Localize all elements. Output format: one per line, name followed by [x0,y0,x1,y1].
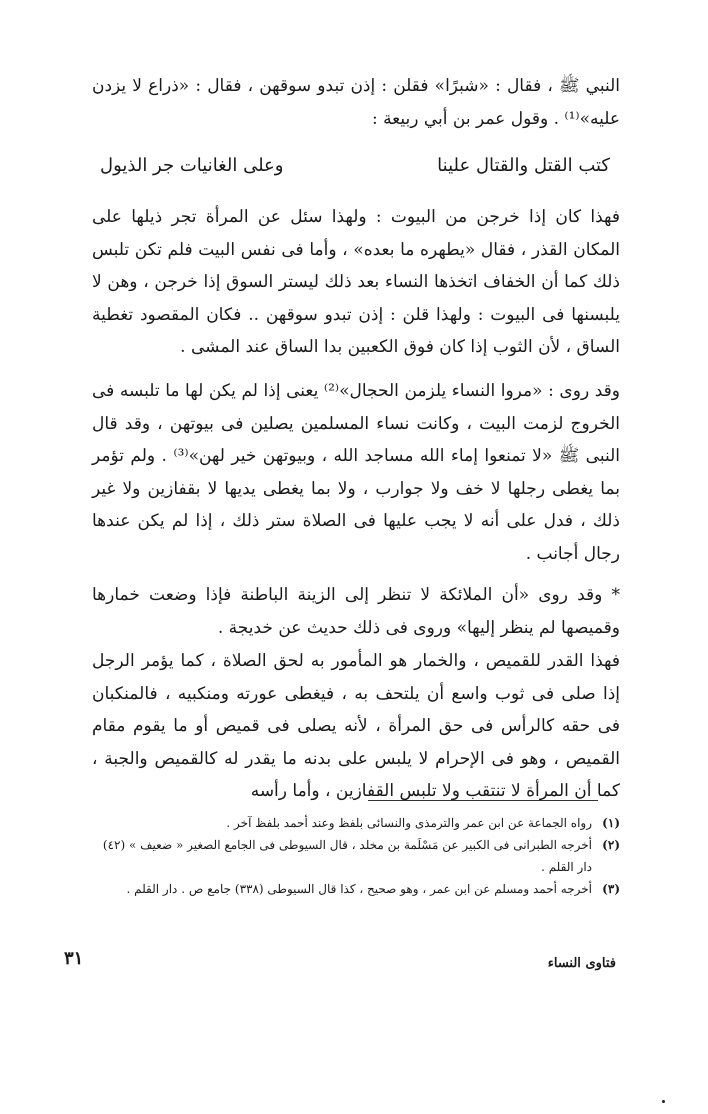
footnotes [92,812,620,900]
paragraph-1: النبي ﷺ ، فقال : «شبرًا» فقلن : إذن تبدو سوقهن ، فقال : «ذراع لا يزدن عليه»⁽¹⁾ . وقول عمر بن أبي ربيعة : [92,76,620,129]
paragraph-4: * وقد روى «أن الملائكة لا تنظر إلى الزينة الباطنة فإذا وضعت خمارها وقميصها لم ينظر إليها» وروى فى ذلك حديث عن خديجة . [92,585,620,638]
paragraph-3: وقد روى : «مروا النساء يلزمن الحجال»⁽²⁾ يعنى إذا لم يكن لها ما تلبسه فى الخروج لزمت البيت ، وكانت نساء المسلمين يصلين فى بيوتهن ، وقد قال النبى ﷺ «لا تمنعوا إماء الله مساجد الله ، وبيوتهن خير لهن»⁽³⁾ . ولم تؤمر بما يغطى رجلها لا خف ولا جوارب ، ولا بما يغطى يديها لا بقفازين ولا غير ذلك ، فدل على أنه لا يجب عليها فى الصلاة ستر ذلك ، إذا لم يكن عندها رجال أجانب . [92,381,620,564]
footnote-2-text: أخرجه الطبرانى فى الكبير عن مَسْلَمة بن مخلد ، قال السيوطى فى الجامع الصغير « ضعيف » (٤٢) دار القلم . [102,838,592,874]
footnote-1-text: رواه الجماعة عن ابن عمر والترمذى والنسائى بلفظ وعند أحمد بلفظ آخر . [226,816,592,830]
footnote-3 [92,878,620,900]
footnote-2 [92,834,620,878]
footnote-1 [92,812,620,834]
scan-speck [662,1100,665,1103]
footnote-separator [368,800,598,801]
paragraph-2: فهذا كان إذا خرجن من البيوت : ولهذا سئل عن المرأة تجر ذيلها على المكان القذر ، فقال «يطهره ما بعده» ، وأما فى نفس البيت فلم تكن تلبس ذلك كما أن الخفاف اتخذها النساء بعد ذلك ليستر السوق إذا خرجن ، وهن لا يلبسنها فى البيوت : ولهذا قلن : إذن تبدو سوقهن .. فكان المقصود تغطية الساق ، لأن الثوب إذا كان فوق الكعبين بدا الساق عند المشى . [92,207,620,357]
verse-hemistich-2: وعلى الغانيات جر الذيول [100,155,284,176]
footnote-2-number: (٢) [602,838,620,852]
footnote-3-number: (٣) [602,882,620,896]
footnote-3-text: أخرجه أحمد ومسلم عن ابن عمر ، وهو صحيح ، كذا قال السيوطى (٣٣٨) جامع ص . دار القلم . [126,882,592,896]
page-number: ٣١ [64,948,84,969]
paragraph-5: فهذا القدر للقميص ، والخمار هو المأمور به لحق الصلاة ، كما يؤمر الرجل إذا صلى فى ثوب واسع أن يلتحف به ، فيغطى عورته ومنكبيه ، فالمنكبان فى حقه كالرأس فى حق المرأة ، لأنه يصلى فى قميص أو ما يقوم مقام القميص ، وهو فى الإحرام لا يلبس على بدنه ما يقدر له كالقميص والجبة ، كما أن المرأة لا تنتقب ولا تلبس القفازين ، وأما رأسه [92,651,620,801]
footnote-1-number: (١) [602,816,620,830]
verse-hemistich-1: كتب القتل والقتال علينا [437,155,610,176]
poem-verse [100,150,610,182]
running-title: فتاوى النساء [547,956,616,971]
